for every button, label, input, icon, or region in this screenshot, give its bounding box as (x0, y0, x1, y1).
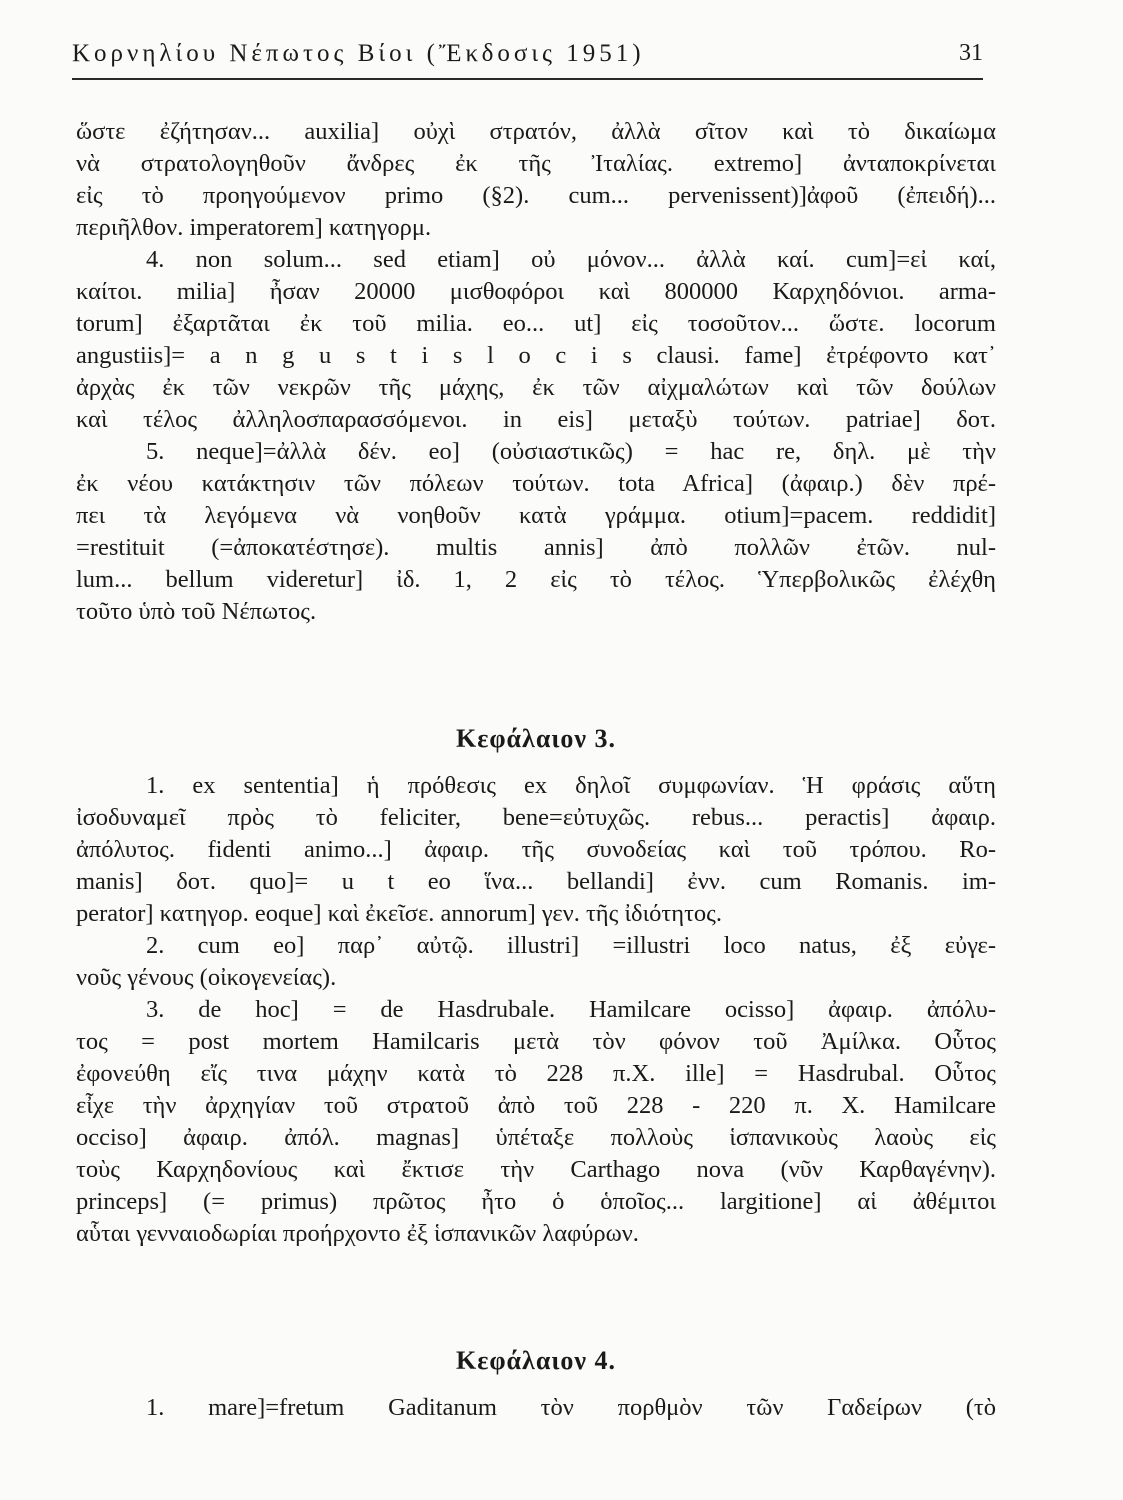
text-line: ὥστε ἐζήτησαν... auxilia] οὐχὶ στρατόν, ἀλλὰ σῖτον καὶ τὸ δικαίωμα (76, 118, 996, 145)
text-line: ἀρχὰς ἐκ τῶν νεκρῶν τῆς μάχης, ἐκ τῶν αἰχμαλώτων καὶ τῶν δούλων (76, 374, 996, 401)
text-line: 4. non solum... sed etiam] οὐ μόνον... ἀλλὰ καί. cum]=εἰ καί, (146, 246, 996, 273)
text-line: ἐφονεύθη εἴς τινα μάχην κατὰ τὸ 228 π.Χ. ille] = Hasdrubal. Οὗτος (76, 1060, 996, 1087)
text-line: 2. cum eo] παρ᾽ αὐτῷ. illustri] =illustri loco natus, ἐξ εὐγε- (146, 932, 996, 959)
chapter-3-block (76, 770, 996, 1250)
text-line: 3. de hoc] = de Hasdrubale. Hamilcare ocisso] ἀφαιρ. ἀπόλυ- (146, 996, 996, 1023)
text-line: νοῦς γένους (οἰκογενείας). (76, 964, 337, 991)
text-line: princeps] (= primus) πρῶτος ἦτο ὁ ὁποῖος... largitione] αἱ ἀθέμιτοι (76, 1188, 996, 1215)
text-line: αὗται γενναιοδωρίαι προήρχοντο ἐξ ἱσπανικῶν λαφύρων. (76, 1220, 639, 1247)
text-line: πει τὰ λεγόμενα νὰ νοηθοῦν κατὰ γράμμα. otium]=pacem. reddidit] (76, 502, 996, 529)
chapter-4-heading: Κεφάλαιον 4. (455, 1346, 617, 1375)
chapter-3-heading: Κεφάλαιον 3. (455, 724, 617, 753)
text-line: εἰς τὸ προηγούμενον primo (§2). cum... pervenissent)]ἀφοῦ (ἐπειδή)... (76, 182, 996, 209)
text-line: ἀπόλυτος. fidenti animo...] ἀφαιρ. τῆς συνοδείας καὶ τοῦ τρόπου. Ro- (76, 836, 996, 863)
text-line: lum... bellum videretur] ἰδ. 1, 2 εἰς τὸ τέλος. Ὑπερβολικῶς ἐλέχθη (76, 566, 996, 593)
text-line: καίτοι. milia] ἦσαν 20000 μισθοφόροι καὶ 800000 Καρχηδόνιοι. arma- (76, 278, 996, 305)
running-head (72, 38, 983, 80)
text-line: εἶχε τὴν ἀρχηγίαν τοῦ στρατοῦ ἀπὸ τοῦ 228 - 220 π. Χ. Hamilcare (76, 1092, 996, 1119)
text-line: ἐκ νέου κατάκτησιν τῶν πόλεων τούτων. tota Africa] (ἀφαιρ.) δὲν πρέ- (76, 470, 996, 497)
text-line: 1. mare]=fretum Gaditanum τὸν πορθμὸν τῶν Γαδείρων (τὸ (146, 1394, 996, 1421)
text-line: 1. ex sententia] ἡ πρόθεσις ex δηλοῖ συμφωνίαν. Ἡ φράσις αὕτη (146, 772, 996, 799)
text-line: ἰσοδυναμεῖ πρὸς τὸ feliciter, bene=εὐτυχῶς. rebus... peractis] ἀφαιρ. (76, 804, 996, 831)
text-line: manis] δοτ. quo]= u t eo ἵνα... bellandi] ἐνν. cum Romanis. im- (76, 868, 996, 895)
text-line: 5. neque]=ἀλλὰ δέν. eo] (οὐσιαστικῶς) = hac re, δηλ. μὲ τὴν (146, 438, 996, 465)
chapter-4-block (76, 1392, 996, 1424)
running-title: Κορνηλίου Νέπωτος Βίοι (Ἔκδοσις 1951) (72, 40, 645, 67)
text-line: torum] ἐξαρτᾶται ἐκ τοῦ milia. eo... ut] εἰς τοσοῦτον... ὥστε. locorum (76, 310, 996, 337)
commentary-block-top (76, 116, 996, 628)
text-line: καὶ τέλος ἀλληλοσπαρασσόμενοι. in eis] μεταξὺ τούτων. patriae] δοτ. (76, 406, 996, 433)
text-line: τοῦτο ὑπὸ τοῦ Νέπωτος. (76, 598, 317, 625)
page-number: 31 (959, 40, 983, 66)
text-line: τος = post mortem Hamilcaris μετὰ τὸν φόνον τοῦ Ἀμίλκα. Οὗτος (76, 1028, 996, 1055)
text-line: περιῆλθον. imperatorem] κατηγορμ. (76, 214, 432, 241)
text-line: τοὺς Καρχηδονίους καὶ ἔκτισε τὴν Carthago nova (νῦν Καρθαγένην). (76, 1156, 996, 1183)
text-line: occiso] ἀφαιρ. ἀπόλ. magnas] ὑπέταξε πολλοὺς ἱσπανικοὺς λαοὺς εἰς (76, 1124, 996, 1151)
text-line: perator] κατηγορ. eoque] καὶ ἐκεῖσε. annorum] γεν. τῆς ἰδιότητος. (76, 900, 722, 927)
text-line: νὰ στρατολογηθοῦν ἄνδρες ἐκ τῆς Ἰταλίας. extremo] ἀνταποκρίνεται (76, 150, 996, 177)
text-line: =restituit (=ἀποκατέστησε). multis annis] ἀπὸ πολλῶν ἐτῶν. nul- (76, 534, 996, 561)
text-line: angustiis]= a n g u s t i s l o c i s clausi. fame] ἐτρέφοντο κατ᾽ (76, 342, 996, 369)
